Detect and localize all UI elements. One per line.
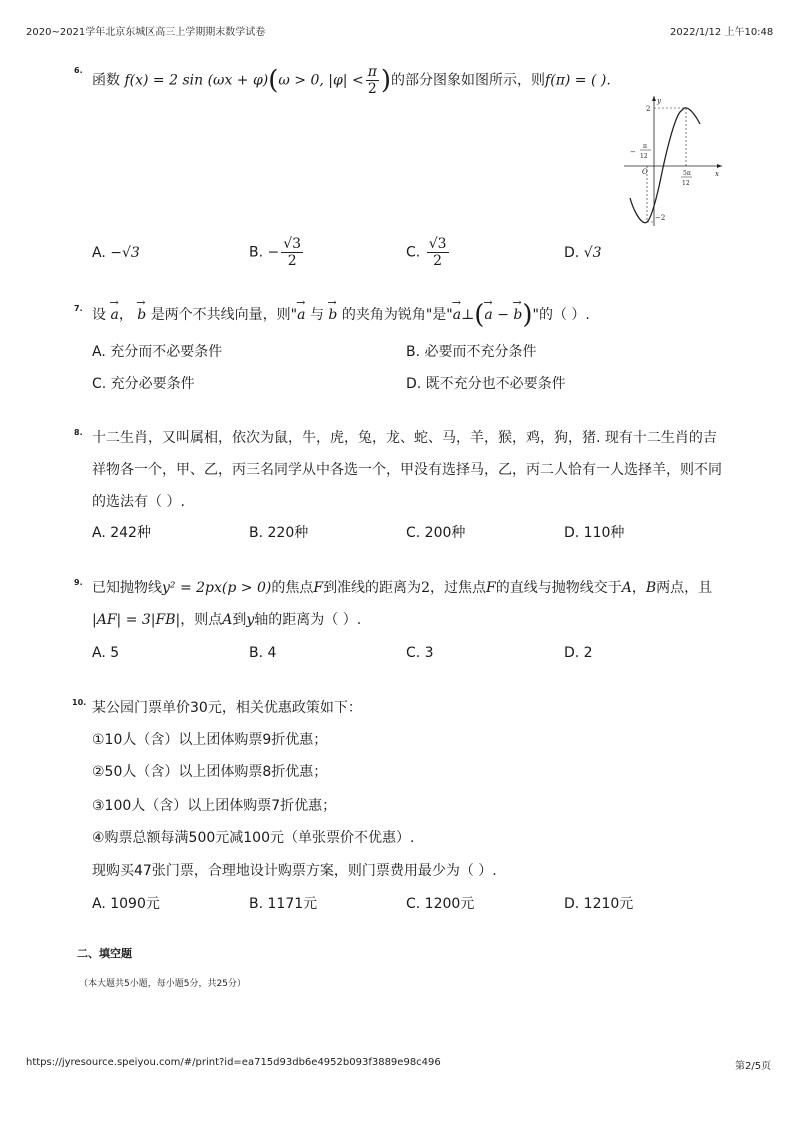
q10-item-4: ④购票总额每满500元减100元（单张票价不优惠）. — [92, 830, 415, 846]
q10-item-2: ②50人（含）以上团体购票8折优惠； — [92, 764, 328, 780]
vector-a: → a — [110, 306, 118, 324]
q6-function-graph — [620, 92, 726, 230]
graph-x-label: x — [715, 170, 719, 178]
q10-option-d: D. 1210元 — [564, 896, 634, 912]
q10-option-c: C. 1200元 — [406, 896, 475, 912]
q6-option-c: C. $\frac{√3}{2}$ — [406, 236, 447, 269]
q9-option-a: A. 5 — [92, 645, 120, 661]
q8-option-b: B. 220种 — [249, 525, 309, 541]
q7-option-c: C. 充分必要条件 — [92, 376, 195, 392]
vector-b: → b — [137, 306, 146, 324]
question-8-number: 8. — [74, 428, 83, 437]
q8-option-c: C. 200种 — [406, 525, 466, 541]
footer-page-number: 第2/5页 — [735, 1061, 772, 1072]
header-title: 2020~2021学年北京东城区高三上学期期末数学试卷 — [26, 27, 266, 38]
q6-frac-den: 2 — [367, 81, 377, 97]
q10-item-1: ①10人（含）以上团体购票9折优惠； — [92, 732, 328, 748]
question-7-number: 7. — [74, 304, 83, 313]
graph-origin-label: O — [642, 168, 648, 176]
graph-right-tick-den: 12 — [682, 180, 690, 187]
graph-left-tick-num: π — [643, 143, 647, 150]
q9-parabola-equation: y² = 2px(p > 0) — [162, 580, 272, 596]
q6-post-text: 的部分图象如图所示，则 — [391, 72, 546, 89]
graph-sine-curve — [630, 108, 700, 223]
q7-option-a: A. 充分而不必要条件 — [92, 344, 223, 360]
section-2-title: 二、填空题 — [77, 947, 132, 960]
question-7-stem: 设 → a， → b 是两个不共线向量，则"→ a 与 → b 的夹角为锐角"是"→ a⊥(→ a − → b)"的（ ）. — [92, 306, 590, 324]
question-10-number: 10. — [72, 698, 87, 707]
q8-option-a: A. 242种 — [92, 525, 151, 541]
question-6-stem: 函数 f(x) = 2 sin (ωx + φ)(ω > 0, |φ| < $\frac{\pi}{2}$ )的部分图象如图所示，则f(π) = ( ). — [92, 64, 611, 97]
q6-condition: ω > 0, |φ| < — [278, 72, 364, 89]
section-2-note: （本大题共5小题，每小题5分，共25分） — [79, 979, 246, 989]
q6-function: f(x) = 2 sin (ωx + φ) — [124, 72, 269, 89]
q8-line-2: 祥物各一个，甲、乙，丙三名同学从中各选一个，甲没有选择马，乙，丙二人恰有一人选择羊，则不同 — [92, 462, 722, 478]
q6-ask: f(π) = ( ). — [545, 72, 611, 89]
q9-line-2: |AF| = 3|FB|，则点A到y轴的距离为（ ）. — [92, 612, 362, 628]
q8-line-3: 的选法有（ ）. — [92, 494, 185, 510]
q10-line-6: 现购买47张门票，合理地设计购票方案，则门票费用最少为（ ）. — [92, 863, 497, 879]
question-9-number: 9. — [74, 578, 83, 587]
q7-option-b: B. 必要而不充分条件 — [406, 344, 537, 360]
q9-option-c: C. 3 — [406, 645, 434, 661]
q6-option-a: A. −√3 — [92, 245, 140, 261]
footer-url[interactable]: https://jyresource.speiyou.com/#/print?id=ea715d93db6e4952b093f3889e98c496 — [26, 1057, 441, 1068]
q8-line-1: 十二生肖，又叫属相，依次为鼠，牛，虎，兔，龙、蛇、马，羊，猴，鸡，狗，猪. 现有十二生肖的吉 — [92, 430, 717, 446]
graph-ymax-label: 2 — [646, 105, 651, 113]
q7-option-d: D. 既不充分也不必要条件 — [406, 376, 566, 392]
graph-y-label: y — [657, 97, 661, 105]
q10-option-b: B. 1171元 — [249, 896, 318, 912]
q10-line-1: 某公园门票单价30元，相关优惠政策如下： — [92, 700, 362, 716]
q6-option-d: D. √3 — [564, 245, 602, 261]
q6-frac-num: π — [367, 64, 377, 80]
header-datetime: 2022/1/12 上午10:48 — [670, 27, 774, 38]
q6-option-b: B. − $\frac{√3}{2}$ — [249, 236, 302, 269]
q10-option-a: A. 1090元 — [92, 896, 160, 912]
q8-option-d: D. 110种 — [564, 525, 625, 541]
q9-line-1: 已知抛物线y² = 2px(p > 0)的焦点F到准线的距离为2，过焦点F的直线与抛物线交于A，B两点，且 — [92, 580, 713, 596]
question-6-number: 6. — [74, 66, 83, 75]
q9-option-b: B. 4 — [249, 645, 277, 661]
q9-ratio-equation: |AF| = 3|FB| — [92, 612, 181, 628]
graph-ymin-label: −2 — [655, 214, 666, 222]
q10-item-3: ③100人（含）以上团体购票7折优惠； — [92, 798, 337, 814]
graph-left-tick-den: 12 — [640, 153, 648, 160]
graph-right-tick-num: 5π — [683, 170, 691, 177]
q6-pre-text: 函数 — [92, 72, 120, 89]
q9-option-d: D. 2 — [564, 645, 593, 661]
svg-text:−: − — [630, 148, 636, 156]
